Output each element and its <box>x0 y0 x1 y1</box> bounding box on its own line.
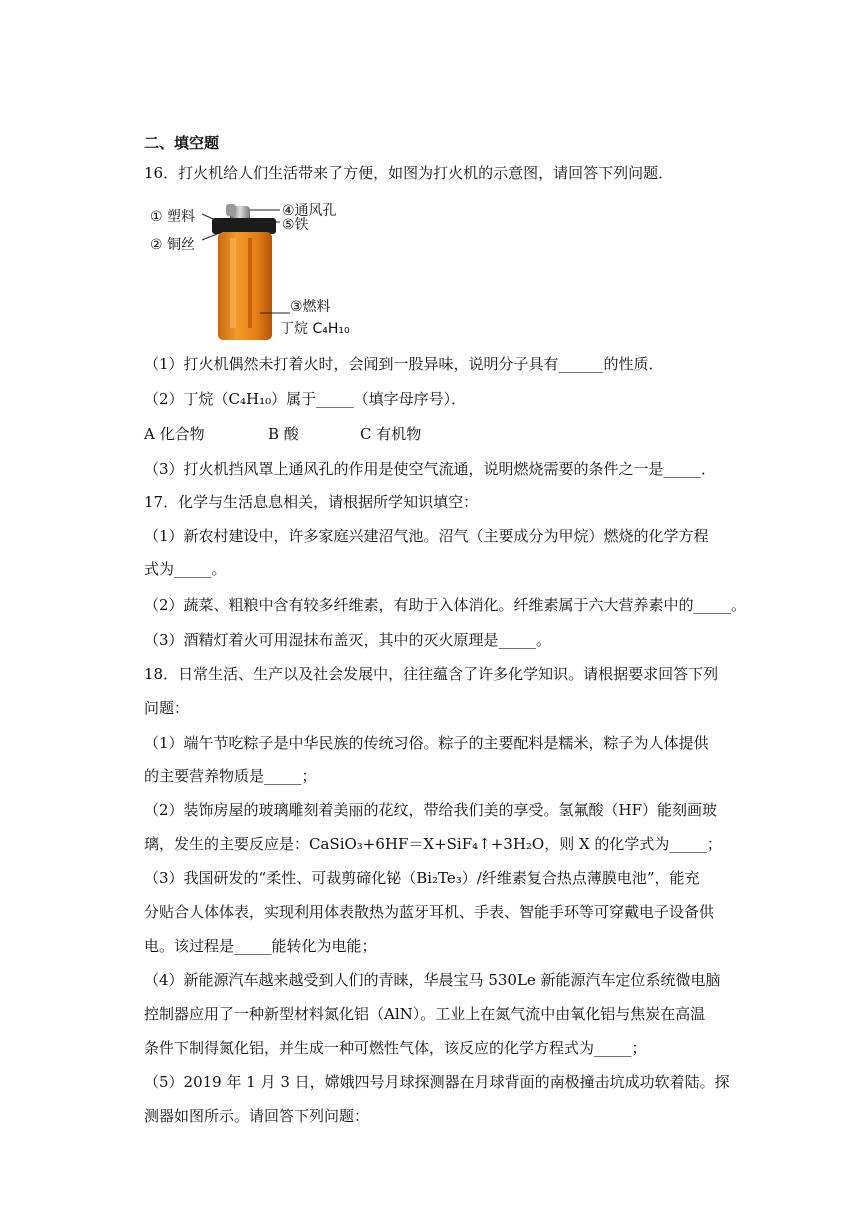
q18-part2-line1: （2）装饰房屋的玻璃雕刻着美丽的花纹，带给我们美的享受。氢氟酸（HF）能刻画玻 <box>144 801 718 819</box>
q18-part2-line2: 璃，发生的主要反应是：CaSiO₃+6HF＝X+SiF₄↑+3H₂O，则 X 的化学式为_____； <box>144 835 722 853</box>
q17-stem: 17．化学与生活息息相关，请根据所学知识填空： <box>144 493 479 511</box>
section-title: 二、填空题 <box>144 134 220 152</box>
label-plastic: ① 塑料 <box>150 209 196 225</box>
label-fuel: ③燃料 <box>290 299 331 315</box>
option-b: B 酸 <box>268 425 299 443</box>
q16-part3: （3）打火机挡风罩上通风孔的作用是使空气流通，说明燃烧需要的条件之一是_____． <box>144 460 717 478</box>
q16-part2: （2）丁烷（C₄H₁₀）属于_____（填字母序号）． <box>144 390 467 408</box>
q18-part4-line2: 控制器应用了一种新型材料氮化铝（AlN）。工业上在氮气流中由氧化铝与焦炭在高温 <box>144 1005 706 1023</box>
option-c: C 有机物 <box>360 425 422 443</box>
q18-part4-line3: 条件下制得氮化铝，并生成一种可燃性气体，该反应的化学方程式为_____； <box>144 1039 647 1057</box>
label-butane: 丁烷 C₄H₁₀ <box>280 321 350 337</box>
q16-stem: 16．打火机给人们生活带来了方便，如图为打火机的示意图，请回答下列问题． <box>144 164 674 182</box>
q18-stem-line2: 问题： <box>144 699 190 717</box>
label-vent: ④通风孔 <box>282 203 337 219</box>
q16-part1: （1）打火机偶然未打着火时，会闻到一股异味，说明分子具有______的性质． <box>144 355 664 373</box>
q17-part2: （2）蔬菜、粗粮中含有较多纤维素，有助于入体消化。纤维素属于六大营养素中的_____。 <box>144 596 747 614</box>
q18-stem-line1: 18．日常生活、生产以及社会发展中，往往蕴含了许多化学知识。请根据要求回答下列 <box>144 665 719 683</box>
q18-part1-line1: （1）端午节吃粽子是中华民族的传统习俗。粽子的主要配料是糯米，粽子为人体提供 <box>144 734 709 752</box>
q17-part3: （3）酒精灯着火可用湿抹布盖灭，其中的灭火原理是_____。 <box>144 631 552 649</box>
label-copper-wire: ② 铜丝 <box>150 237 196 253</box>
q18-part3-line1: （3）我国研发的“柔性、可裁剪碲化铋（Bi₂Te₃）/纤维素复合热点薄膜电池”，能充 <box>144 869 700 887</box>
q18-part3-line3: 电。该过程是_____能转化为电能； <box>144 937 377 955</box>
q18-part3-line2: 分贴合人体体表，实现利用体表散热为蓝牙耳机、手表、智能手环等可穿戴电子设备供 <box>144 903 715 921</box>
q17-part1-line2: 式为_____。 <box>144 560 227 578</box>
option-a: A 化合物 <box>144 425 205 443</box>
q18-part5-line2: 测器如图所示。请回答下列问题： <box>144 1107 370 1125</box>
q18-part4-line1: （4）新能源汽车越来越受到人们的青睐，华晨宝马 530Le 新能源汽车定位系统微电脑 <box>144 971 721 989</box>
q18-part1-line2: 的主要营养物质是_____； <box>144 767 317 785</box>
q17-part1-line1: （1）新农村建设中，许多家庭兴建沼气池。沼气（主要成分为甲烷）燃烧的化学方程 <box>144 527 709 545</box>
lighter-figure <box>150 198 365 344</box>
q18-part5-line1: （5）2019 年 1 月 3 日，嫦娥四号月球探测器在月球背面的南极撞击坑成功软着陆。探 <box>144 1073 730 1091</box>
label-iron: ⑤铁 <box>282 217 309 233</box>
